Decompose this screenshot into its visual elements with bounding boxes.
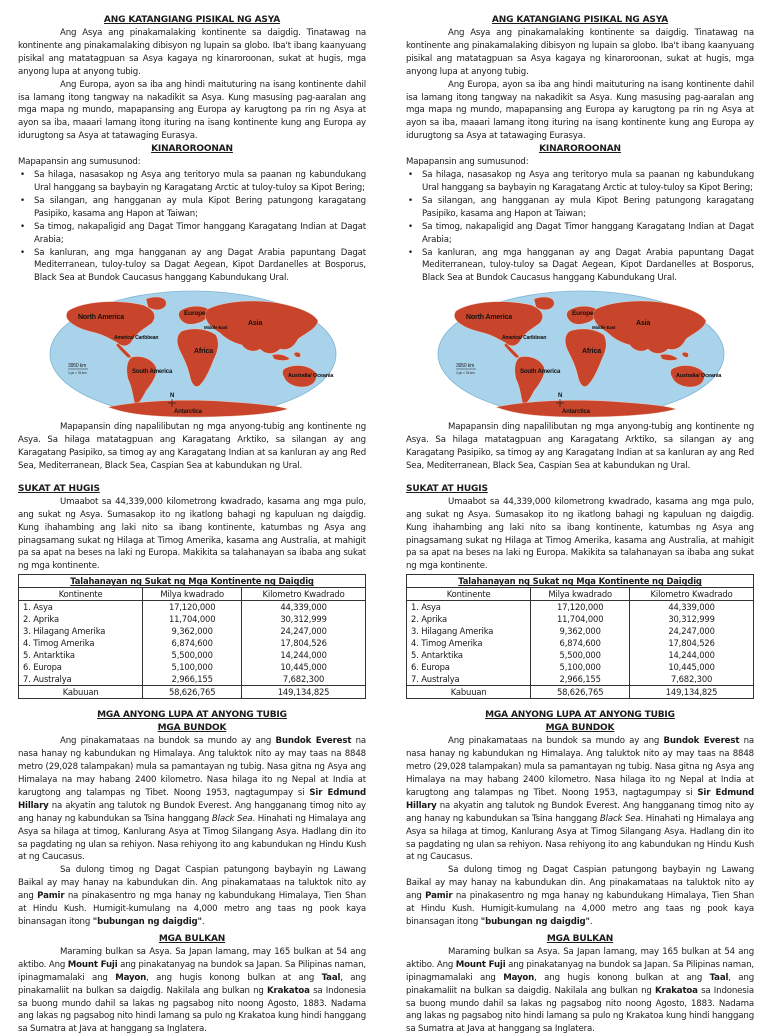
kinaroroonan-after-map: Mapapansin ding napalilibutan ng mga anyong-tubig ang kontinente ng Asya. Sa hilaga matatagpuan ang Karagatang Arktiko, sa silangan ay ang Karagatang Pasipiko, sa timog ay ang Karagatang Indian at sa kanluran ay ang Red Sea, Mediterranean, Black Sea, Caspian Sea at kabundukan ng Ural. — [18, 422, 366, 471]
kinaroroonan-list — [18, 169, 366, 285]
svg-text:N: N — [170, 393, 175, 400]
map-label-south-america: South America — [132, 369, 173, 376]
table-row: 1. Asya 17,120,000 44,339,000 — [19, 601, 366, 614]
greenland-shape — [146, 297, 166, 310]
table-total-row: Kabuuan 58,626,765 149,134,825 — [19, 686, 366, 699]
map-label-south-america: South America — [520, 369, 561, 376]
map-scale-sub: 1 px = 76 km — [68, 371, 87, 376]
svg-text:N: N — [558, 393, 563, 400]
map-scale-sub: 1 px = 76 km — [456, 371, 475, 376]
continent-size-table — [406, 574, 754, 699]
table-header: Milya kwadrado — [531, 588, 630, 601]
map-scale-label: 3950 km — [456, 363, 475, 370]
map-label-europe: Europe — [184, 310, 206, 318]
map-label-asia: Asia — [636, 320, 651, 328]
continent-size-table — [18, 574, 366, 699]
world-map — [18, 289, 366, 419]
document-title: ANG KATANGIANG PISIKAL NG ASYA — [491, 15, 669, 25]
table-row: 6. Europa 5,100,000 10,445,000 — [407, 661, 754, 673]
sukat-paragraph: Umaabot sa 44,339,000 kilometrong kwadrado, kasama ang mga pulo, ang sukat ng Asya. Sumasakop ito ng ikatlong bahagi ng kapuluan ng daigdig. Kung ihahambing ang laki nito sa ibang kontinente, katumbas ng Asya ang pinagsamang sukat ng Hilaga at Timog Amerika, kasama ang Australia, at mahigit pa sa apat na beses na laki ng Europa. Makikita sa talahanayan sa ibaba ang sukat ng mga kontinente. — [18, 496, 366, 572]
bundok-paragraph-1: Ang pinakamataas na bundok sa mundo ay ang Bundok Everest na nasa hanay ng kabundukan ng Himalaya. Ang taluktok nito ay may taas na 8848 metro (29,028 talampakan) mula sa pamantayan ng tubig. Nasa gitna ng Asya ang Himalaya na may habang 2400 kilometro. Nasa hilaga ito ng Nepal at India at karugtong ang talampas ng Tibet. Noong 1953, nagtagumpay si Sir Edmund Hillary na akyatin ang talutok ng Bundok Everest. Ang hangganang timog nito ay ang hanay ng kabundukan sa Tsina hanggang Black Sea. Hinahati ng Himalaya ang Asya sa hilaga at timog, Kanlurang Asya at Timog Silangang Asya. Hadlang din ito sa pagdating ng ulan sa rehiyon. Nasa rehiyong ito ang kabundukan ng Hindu Kush at ng Caucasus. — [406, 736, 755, 863]
map-label-australia: Australia/ Oceania — [288, 373, 334, 380]
bulkan-paragraph: Maraming bulkan sa Asya. Sa Japan lamang, may 165 bulkan at 54 ang aktibo. Ang Mount Fuji ang pinakatanyag na bundok sa Japan. Sa Pilipinas naman, ipinagmamalaki ang Mayon, ang hugis konong bulkan at ang Taal, ang pinakamaliit na bulkan sa daigdig. Nakilala ang bulkan ng Krakatoa sa Indonesia sa buong mundo dahil sa lakas ng pagsabog nito noong Agosto, 1883. Nadama ang lakas ng pagsabog nito hindi lamang sa pulo ng Krakatoa kung hindi hanggang sa Sumatra at Java at hanggang sa Inglatera. — [406, 946, 754, 1035]
table-row: 5. Antarktika 5,500,000 14,244,000 — [407, 649, 754, 661]
table-row: 4. Timog Amerika 6,874,600 17,804,526 — [407, 637, 754, 649]
table-row: 3. Hilagang Amerika 9,362,000 24,247,000 — [407, 625, 754, 637]
list-item: • Sa hilaga, nasasakop ng Asya ang teritoryo mula sa paanan ng kabundukang Ural hanggang sa baybayin ng Karagatang Arctic at tuloy-tuloy sa Kipot Bering; — [408, 170, 754, 193]
bullet: • — [408, 247, 413, 258]
bullet: • — [408, 195, 413, 206]
world-map-graphic — [48, 289, 338, 419]
table-row: 1. Asya 17,120,000 44,339,000 — [407, 601, 754, 614]
map-label-africa: Africa — [194, 348, 213, 356]
bullet: • — [20, 221, 25, 232]
map-label-asia: Asia — [248, 320, 263, 328]
handout-copy-right — [406, 0, 755, 1035]
map-label-middle-east: Middle East — [592, 325, 616, 331]
map-label-africa: Africa — [582, 348, 601, 356]
bulkan-paragraph: Maraming bulkan sa Asya. Sa Japan lamang, may 165 bulkan at 54 ang aktibo. Ang Mount Fuji ang pinakatanyag na bundok sa Japan. Sa Pilipinas naman, ipinagmamalaki ang Mayon, ang hugis konong bulkan at ang Taal, ang pinakamaliit na bulkan sa daigdig. Nakilala ang bulkan ng Krakatoa sa Indonesia sa buong mundo dahil sa lakas ng pagsabog nito noong Agosto, 1883. Nadama ang lakas ng pagsabog nito hindi lamang sa pulo ng Krakatoa kung hindi hanggang sa Sumatra at Java at hanggang sa Inglatera. — [18, 946, 366, 1035]
bullet: • — [20, 170, 25, 181]
document-title: ANG KATANGIANG PISIKAL NG ASYA — [103, 15, 281, 25]
table-header: Kilometro Kwadrado — [242, 588, 366, 601]
map-label-america-caribbean: America/ Caribbean — [114, 335, 159, 342]
table-row: 6. Europa 5,100,000 10,445,000 — [19, 661, 366, 673]
bundok-heading: MGA BUNDOK — [545, 723, 615, 734]
list-item: • Sa hilaga, nasasakop ng Asya ang teritoryo mula sa paanan ng kabundukang Ural hanggang sa baybayin ng Karagatang Arctic at tuloy-tuloy sa Kipot Bering; — [20, 170, 366, 193]
bulkan-heading: MGA BULKAN — [546, 933, 614, 944]
list-item: • Sa silangan, ang hangganan ay mula Kipot Bering patungong karagatang Pasipiko, kasama ang Hapon at Taiwan; — [408, 195, 754, 219]
kinaroroonan-list — [406, 169, 754, 285]
kinaroroonan-heading: KINAROROONAN — [539, 144, 621, 155]
greenland-shape — [534, 297, 554, 310]
bundok-paragraph-1: Ang pinakamataas na bundok sa mundo ay ang Bundok Everest na nasa hanay ng kabundukan ng Himalaya. Ang taluktok nito ay may taas na 8848 metro (29,028 talampakan) mula sa pamantayan ng tubig. Nasa gitna ng Asya ang Himalaya na may habang 2400 kilometro. Nasa hilaga ito ng Nepal at India at karugtong ang talampas ng Tibet. Noong 1953, nagtagumpay si Sir Edmund Hillary na akyatin ang talutok ng Bundok Everest. Ang hangganang timog nito ay ang hanay ng kabundukan sa Tsina hanggang Black Sea. Hinahati ng Himalaya ang Asya sa hilaga at timog, Kanlurang Asya at Timog Silangang Asya. Hadlang din ito sa pagdating ng ulan sa rehiyon. Nasa rehiyong ito ang kabundukan ng Hindu Kush at ng Caucasus. — [18, 736, 367, 863]
table-row: 7. Australya 2,966,155 7,682,300 — [19, 673, 366, 686]
bundok-heading: MGA BUNDOK — [157, 723, 227, 734]
bundok-paragraph-2: Sa dulong timog ng Dagat Caspian patungong baybayin ng Lawang Baikal ay may hanay na kabundukan din. Ang pinakamataas na taluktok nito ay ang Pamir na pinakasentro ng mga hanay ng kabundukang Himalaya, Tien Shan at Hindu Kush. Humigit-kumulang na 4,000 metro ang taas ng pook kaya binansagan itong "bubungan ng daigdig". — [406, 865, 754, 927]
anyong-heading: MGA ANYONG LUPA AT ANYONG TUBIG — [97, 710, 287, 721]
table-row: 2. Aprika 11,704,000 30,312,999 — [407, 613, 754, 625]
bundok-paragraph-2: Sa dulong timog ng Dagat Caspian patungong baybayin ng Lawang Baikal ay may hanay na kabundukan din. Ang pinakamataas na taluktok nito ay ang Pamir na pinakasentro ng mga hanay ng kabundukang Himalaya, Tien Shan at Hindu Kush. Humigit-kumulang na 4,000 metro ang taas ng pook kaya binansagan itong "bubungan ng daigdig". — [18, 865, 366, 927]
table-header: Kontinente — [19, 588, 143, 601]
kinaroroonan-lead: Mapapansin ang sumusunod: — [406, 157, 529, 168]
list-item: • Sa timog, nakapaligid ang Dagat Timor hanggang Karagatang Indian at Dagat Arabia; — [408, 221, 754, 245]
map-label-middle-east: Middle East — [204, 325, 228, 331]
table-total-row: Kabuuan 58,626,765 149,134,825 — [407, 686, 754, 699]
table-row: 4. Timog Amerika 6,874,600 17,804,526 — [19, 637, 366, 649]
list-item: • Sa kanluran, ang mga hangganan ay ang Dagat Arabia papuntang Dagat Mediterranean, tuloy-tuloy sa Dagat Aegean, Kipot Dardanelles at Bosporus, Black Sea at Bundok Caucasus hanggang Kabundukang Ural. — [20, 247, 366, 284]
intro-paragraph-1: Ang Asya ang pinakamalaking kontinente sa daigdig. Tinatawag na kontinente ang pinakamalaking dibisyon ng lupain sa globo. Iba't ibang kaanyuang pisikal ang matatagpuan sa Asya kagaya ng kinaroroonan, sukat at hugis, mga anyong lupa at anyong tubig. — [18, 28, 366, 77]
table-row: 3. Hilagang Amerika 9,362,000 24,247,000 — [19, 625, 366, 637]
list-item: • Sa timog, nakapaligid ang Dagat Timor hanggang Karagatang Indian at Dagat Arabia; — [20, 221, 366, 245]
intro-paragraph-2: Ang Europa, ayon sa iba ang hindi maituturing na isang kontinente dahil isa lamang itong tangway na nakadikit sa Asya. Kung masusing pag-aaralan ang mga mapa ng mundo, mapapansing ang Europa ay karugtong pa rin ng Asya at ayon sa iba, maaari lamang itong ituring na isang kontinente kung ang Europa ay idurugtong sa Asya at tatawaging Eurasya. — [18, 79, 366, 142]
sukat-heading: SUKAT AT HUGIS — [18, 483, 100, 494]
map-label-north-america: North America — [78, 314, 125, 322]
anyong-heading: MGA ANYONG LUPA AT ANYONG TUBIG — [485, 710, 675, 721]
table-row: 5. Antarktika 5,500,000 14,244,000 — [19, 649, 366, 661]
table-header: Kontinente — [407, 588, 531, 601]
map-label-europe: Europe — [572, 310, 594, 318]
world-map — [406, 289, 754, 419]
bullet: • — [408, 221, 413, 232]
sukat-paragraph: Umaabot sa 44,339,000 kilometrong kwadrado, kasama ang mga pulo, ang sukat ng Asya. Sumasakop ito ng ikatlong bahagi ng kapuluan ng daigdig. Kung ihahambing ang laki nito sa ibang kontinente, katumbas ng Asya ang pinagsamang sukat ng Hilaga at Timog Amerika, kasama ang Australia, at mahigit pa sa apat na beses na laki ng Europa. Makikita sa talahanayan sa ibaba ang sukat ng mga kontinente. — [406, 496, 754, 572]
table-caption: Talahanayan ng Sukat ng Mga Kontinente ng Daigdig — [19, 575, 366, 588]
bullet: • — [20, 247, 25, 258]
table-row: 7. Australya 2,966,155 7,682,300 — [407, 673, 754, 686]
bullet: • — [20, 195, 25, 206]
intro-paragraph-1: Ang Asya ang pinakamalaking kontinente sa daigdig. Tinatawag na kontinente ang pinakamalaking dibisyon ng lupain sa globo. Iba't ibang kaanyuang pisikal ang matatagpuan sa Asya kagaya ng kinaroroonan, sukat at hugis, mga anyong lupa at anyong tubig. — [406, 28, 754, 77]
bulkan-heading: MGA BULKAN — [158, 933, 226, 944]
handout-copy-left — [18, 0, 367, 1035]
list-item: • Sa silangan, ang hangganan ay mula Kipot Bering patungong karagatang Pasipiko, kasama ang Hapon at Taiwan; — [20, 195, 366, 219]
kinaroroonan-lead: Mapapansin ang sumusunod: — [18, 157, 141, 168]
world-map-graphic — [436, 289, 726, 419]
kinaroroonan-heading: KINAROROONAN — [151, 144, 233, 155]
intro-paragraph-2: Ang Europa, ayon sa iba ang hindi maituturing na isang kontinente dahil isa lamang itong tangway na nakadikit sa Asya. Kung masusing pag-aaralan ang mga mapa ng mundo, mapapansing ang Europa ay karugtong pa rin ng Asya at ayon sa iba, maaari lamang itong ituring na isang kontinente kung ang Europa ay idurugtong sa Asya at tatawaging Eurasya. — [406, 79, 754, 142]
map-scale-label: 3950 km — [68, 363, 87, 370]
map-label-antarctica: Antarctica — [562, 409, 590, 416]
map-label-north-america: North America — [466, 314, 513, 322]
map-label-australia: Australia/ Oceania — [676, 373, 722, 380]
kinaroroonan-after-map: Mapapansin ding napalilibutan ng mga anyong-tubig ang kontinente ng Asya. Sa hilaga matatagpuan ang Karagatang Arktiko, sa silangan ay ang Karagatang Pasipiko, sa timog ay ang Karagatang Indian at sa kanluran ay ang Red Sea, Mediterranean, Black Sea, Caspian Sea at kabundukan ng Ural. — [406, 422, 754, 471]
map-label-america-caribbean: America/ Caribbean — [502, 335, 547, 342]
table-caption: Talahanayan ng Sukat ng Mga Kontinente ng Daigdig — [407, 575, 754, 588]
sukat-heading: SUKAT AT HUGIS — [406, 483, 488, 494]
table-header: Milya kwadrado — [143, 588, 242, 601]
bullet: • — [408, 170, 413, 181]
map-label-antarctica: Antarctica — [174, 409, 202, 416]
table-header: Kilometro Kwadrado — [630, 588, 754, 601]
list-item: • Sa kanluran, ang mga hangganan ay ang Dagat Arabia papuntang Dagat Mediterranean, tuloy-tuloy sa Dagat Aegean, Kipot Dardanelles at Bosporus, Black Sea at Bundok Caucasus hanggang Kabundukang Ural. — [408, 247, 754, 284]
table-row: 2. Aprika 11,704,000 30,312,999 — [19, 613, 366, 625]
